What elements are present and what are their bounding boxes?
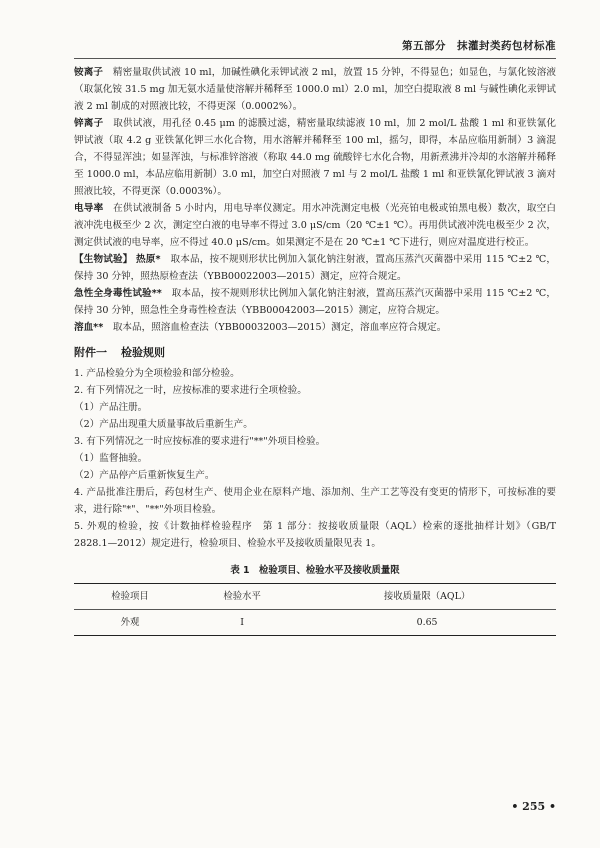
paragraph-pyrogen [74, 251, 556, 285]
paragraph-hemolysis [74, 319, 556, 336]
appendix-subtitle: 检验规则 [121, 346, 165, 359]
paragraph-label: 电导率 [74, 203, 104, 214]
appendix-title: 附件一 [74, 346, 107, 359]
table-row [74, 610, 556, 636]
inspection-table [74, 583, 556, 636]
running-header: 第五部分 抹灌封类药包材标准 [402, 40, 556, 52]
paragraph-zinc [74, 115, 556, 200]
paragraph-conductivity [74, 200, 556, 251]
header-cell-item: 检验项目 [111, 591, 149, 602]
rule-item: 5. 外观的检验，按《计数抽样检验程序 第 1 部分：按接收质量限（AQL）检索的逐批抽样计划》（GB/T 2828.1—2012）规定进行，检验项目、检验水平及接收质量限见表 1。 [74, 521, 556, 549]
rule-item: （2）产品停产后重新恢复生产。 [74, 470, 215, 481]
paragraph-text: 取本品，按不规则形状比例加入氯化钠注射液，置高压蒸汽灭菌器中采用 115 ℃±2 ℃，保持 30 分钟，照急性全身毒性检查法（YBB00042003—2015）测定，应符合规定。 [74, 288, 556, 316]
page-number: • 255 • [511, 800, 556, 813]
rule-item: （1）产品注册。 [74, 402, 148, 413]
table-header-row [74, 584, 556, 610]
paragraph-text: 精密量取供试液 10 ml，加碱性碘化汞钾试液 2 ml，放置 15 分钟，不得显色；如显色，与氯化铵溶液（取氯化铵 31.5 mg 加无氨水适量使溶解并稀释至 1000.0 ml）2.0 ml，加空白提取液 8 ml 与碱性碘化汞钾试液 2 ml 制成的对照液比较，不得更深（0.0002%）。 [74, 67, 557, 112]
paragraph-label: 铵离子 [74, 67, 104, 78]
rule-item: （2）产品出现重大质量事故后重新生产。 [74, 419, 253, 430]
paragraph-label: 急性全身毒性试验** [74, 288, 162, 299]
table-cell: 0.65 [416, 617, 438, 628]
header-cell-level: 检验水平 [223, 591, 261, 602]
paragraph-text: 取本品，按不规则形状比例加入氯化钠注射液，置高压蒸汽灭菌器中采用 115 ℃±2 ℃，保持 30 分钟，照热原检查法（YBB00022003—2015）测定，应符合规定。 [74, 254, 556, 282]
rule-item: （1）监督抽验。 [74, 453, 148, 464]
rule-item: 1. 产品检验分为全项检验和部分检验。 [74, 368, 240, 379]
table-caption: 表 1 检验项目、检验水平及接收质量限 [230, 565, 400, 576]
header-rule [74, 58, 556, 59]
table-cell: 外观 [120, 617, 140, 628]
paragraph-label: 溶血** [74, 322, 104, 333]
paragraph-text: 在供试液制备 5 小时内，用电导率仪测定。用水冲洗测定电极（光亮铂电极或铂黑电极）数次，取空白液冲洗电极至少 2 次，测定空白液的电导率不得过 3.0 μS/cm（20 ℃±1 ℃）。再用供试液冲洗电极至少 2 次，测定供试液的电导率，应不得过 40.0 μS/cm。如果测定不是在 20 ℃±1 ℃下进行，则应对温度进行校正。 [74, 203, 557, 248]
paragraph-acute-toxicity [74, 285, 556, 319]
rule-item: 2. 有下列情况之一时，应按标准的要求进行全项检验。 [74, 385, 307, 396]
paragraph-label: 锌离子 [74, 118, 104, 129]
paragraph-ammonium [74, 64, 556, 115]
appendix-heading [74, 344, 556, 361]
paragraph-text: 取供试液，用孔径 0.45 μm 的滤膜过滤，精密量取续滤液 10 ml，加 2 mol/L 盐酸 1 ml 和亚铁氰化钾试液（取 4.2 g 亚铁氰化钾三水化合物，用水溶解并稀释至 100 ml，摇匀，即得，本品应临用新制）3 滴混合，不得显浑浊；如显浑浊，与标准锌溶液（称取 44.0 mg 硫酸锌七水化合物，用新煮沸并冷却的水溶解并稀释至 1000.0 ml，本品应临用新制）3.0 ml，加空白对照液 7 ml 与 2 mol/L 盐酸 1 ml 和亚铁氰化钾试液 3 滴对照液比较，不得更深（0.0003%）。 [74, 118, 557, 197]
header-cell-aql: 接收质量限（AQL） [383, 591, 471, 602]
paragraph-label: 【生物试验】 热原* [74, 254, 161, 265]
page-body [74, 64, 556, 636]
rule-item: 3. 有下列情况之一时应按标准的要求进行"**"外项目检验。 [74, 436, 326, 447]
rule-item: 4. 产品批准注册后，药包材生产、使用企业在原料产地、添加剂、生产工艺等没有变更的情形下，可按标准的要求，进行除"*"、"**"外项目检验。 [74, 487, 556, 515]
table-cell: I [240, 617, 244, 628]
paragraph-text: 取本品，照溶血检查法（YBB00032003—2015）测定，溶血率应符合规定。 [103, 322, 447, 333]
